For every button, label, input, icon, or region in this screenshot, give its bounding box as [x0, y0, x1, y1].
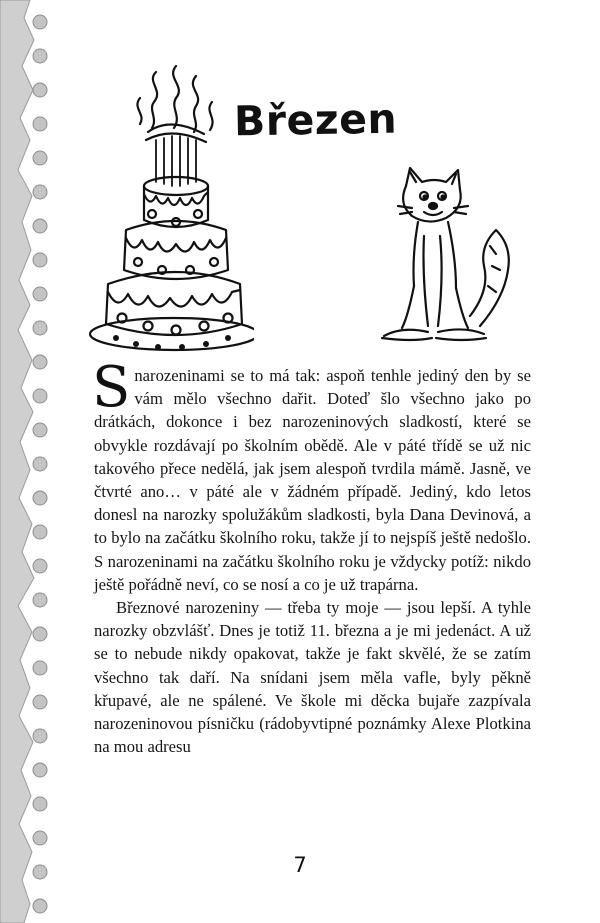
cat-illustration	[372, 166, 517, 344]
paragraph-1	[92, 355, 531, 596]
drop-cap: S	[92, 355, 131, 420]
page-number: 7	[293, 853, 307, 877]
paragraph-2: Březnové narozeniny — třeba ty moje — jsou lepší. A tyhle narozky obzvlášť. Dnes je totiž 11. března a je mi jedenáct. A už se to nebude nikdy opakovat, takže je fakt skvělé, že se zatím všechno tak daří. Na snídani jsem měla vafle, byly pěkně křupavé, ale ne spálené. Ve škole mi děcka bujaře zazpívala narozeninovou písničku (rádobyvtipné poznámky Alexe Plotkina na mou adresu	[94, 598, 531, 757]
notebook-spiral-edge	[0, 0, 52, 923]
chapter-title: Březen	[233, 94, 398, 146]
birthday-cake-illustration	[86, 62, 254, 352]
paragraph-1-text: narozeninami se to má tak: aspoň tenhle jediný den by se vám mělo všechno dařit. Doteď šlo všechno jako po drátkách, dokonce i bez narozeninových sladkostí, které se obvykle rozdávají po školním obědě. Ale v páté třídě se už nic takového přece nedělá, jak jsem alespoň tvrdila mámě. Jasně, ve čtvrté ano… v páté ale v žádném případě. Jediný, kdo letos donesl na narozky spolužákům sladkosti, byla Dana Devinová, a to bylo na začátku školního roku, takže jí to nejspíš ještě nedošlo. S narozeninami na začátku školního roku je vždycky potíž: nikdo ještě pořádně neví, co se nosí a co je už trapárna.	[94, 366, 531, 594]
body-text	[92, 355, 531, 758]
